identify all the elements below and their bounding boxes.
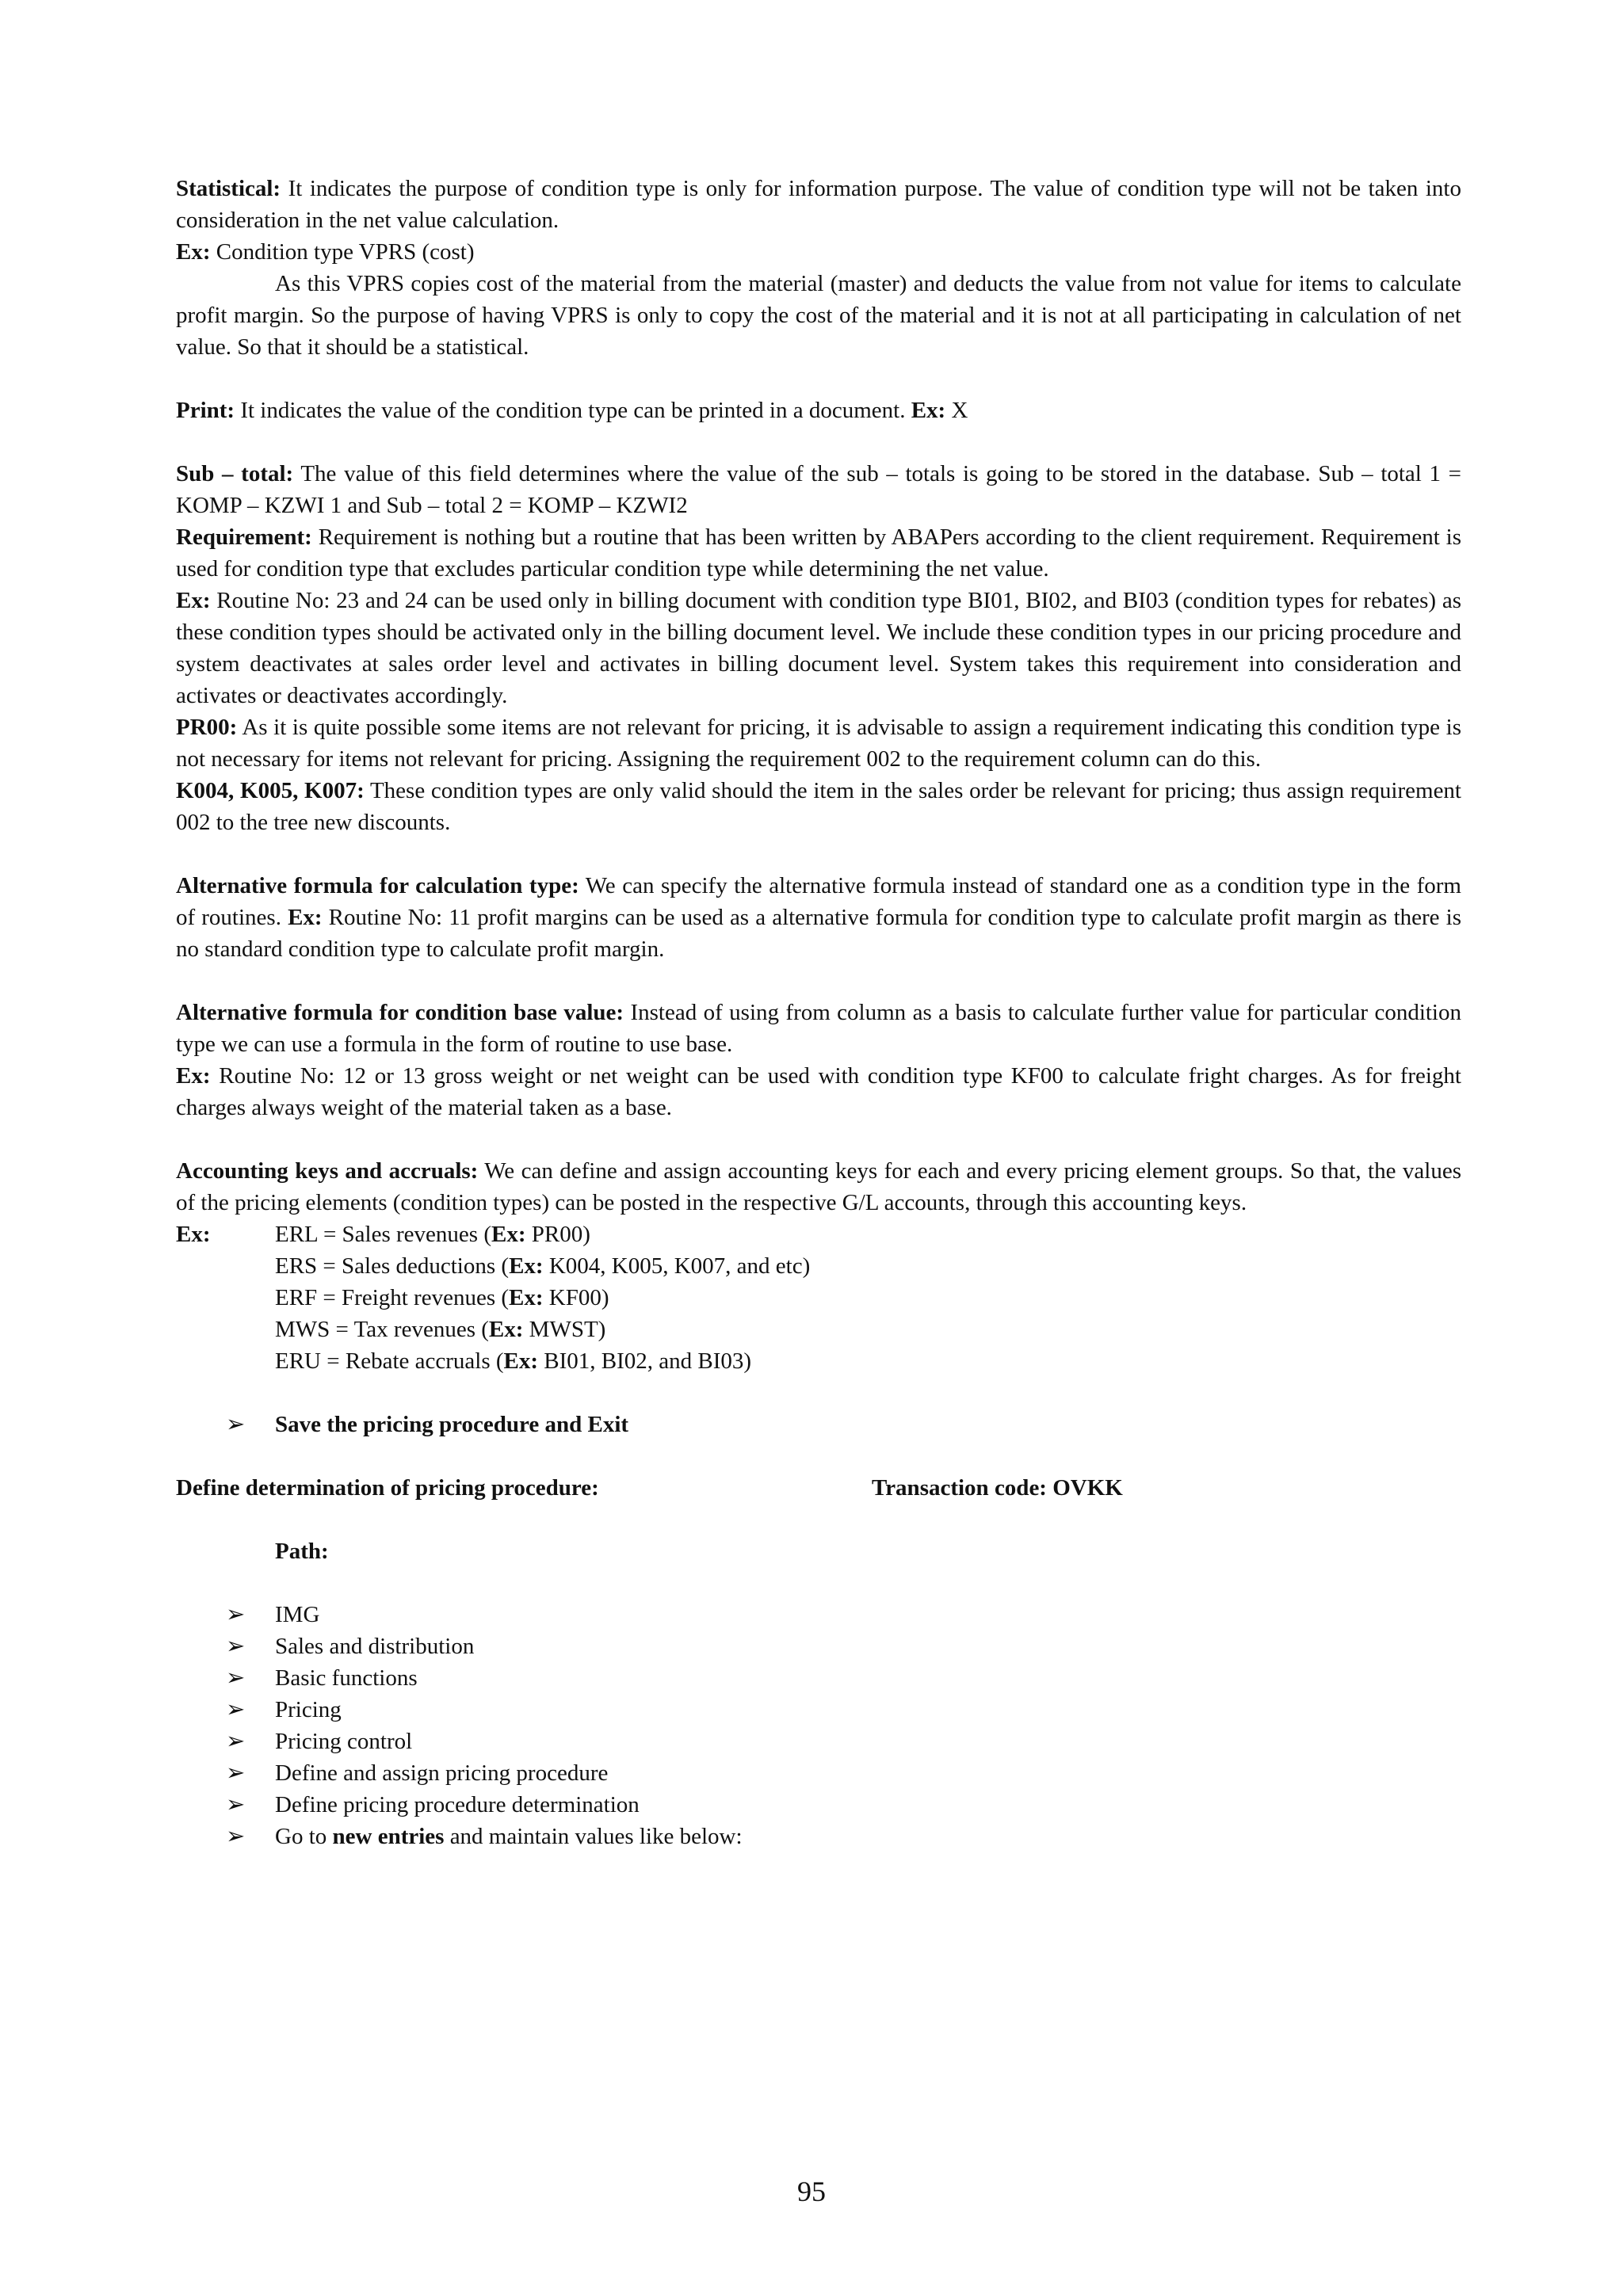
subtotal-paragraph <box>176 458 1461 521</box>
arrow-bullet-icon: ➢ <box>226 1824 246 1849</box>
arrow-bullet-icon: ➢ <box>226 1729 246 1754</box>
ex-label: Ex: <box>509 1285 544 1310</box>
ex-label: Ex: <box>176 1222 211 1247</box>
print-example-text: X <box>945 398 968 423</box>
document-page <box>176 173 1461 1852</box>
statistical-text: It indicates the purpose of condition type is only for information purpose. The value of condition type will not be taken into consideration in the net value calculation. <box>176 176 1461 233</box>
ex-label: Ex: <box>509 1253 544 1279</box>
arrow-bullet-icon: ➢ <box>226 1412 246 1437</box>
list-item <box>176 1662 1461 1694</box>
list-item <box>176 1599 1461 1630</box>
ex-label: Ex: <box>176 239 211 265</box>
path-step-text: and maintain values like below: <box>444 1824 743 1849</box>
alt-calc-text: We can specify the alternative formula instead of standard one as a condition type in the form of routines. <box>176 873 1461 930</box>
ex-label: Ex: <box>176 588 211 613</box>
path-step-text: Define pricing procedure determination <box>275 1792 640 1817</box>
accounting-keys-list <box>176 1219 1461 1377</box>
path-step-text: Define and assign pricing procedure <box>275 1760 609 1786</box>
discounts-paragraph <box>176 775 1461 838</box>
arrow-bullet-icon: ➢ <box>226 1760 246 1786</box>
list-item <box>275 1282 1461 1314</box>
path-label: Path: <box>275 1539 329 1564</box>
ex-label: Ex: <box>288 905 323 930</box>
accounting-key-example: K004, K005, K007, and etc) <box>543 1253 811 1279</box>
path-step-text: Pricing control <box>275 1729 413 1754</box>
discounts-label: K004, K005, K007: <box>176 778 365 803</box>
accounting-label: Accounting keys and accruals: <box>176 1158 479 1184</box>
page-number: 95 <box>797 2176 826 2207</box>
accounting-text: We can define and assign accounting keys for each and every pricing element groups. So that, the values of the pricing elements (condition types) can be posted in the respective G/L accounts, through this accounting keys. <box>176 1158 1461 1215</box>
save-step <box>176 1409 1461 1440</box>
list-item <box>275 1250 1461 1282</box>
ex-label: Ex: <box>503 1348 539 1374</box>
list-item <box>176 1630 1461 1662</box>
alt-calc-label: Alternative formula for calculation type: <box>176 873 579 898</box>
pr00-text: As it is quite possible some items are not relevant for pricing, it is advisable to assign a requirement indicating this condition type is not necessary for items not relevant for pricing. Assigning the requirement 002 to the requirement column can do this. <box>176 715 1461 772</box>
path-step-text: Go to <box>275 1824 333 1849</box>
alt-calc-paragraph <box>176 870 1461 965</box>
statistical-detail: As this VPRS copies cost of the material from the material (master) and deducts the value from not value for items to calculate profit margin. So the purpose of having VPRS is only to copy the cost of the material and it is not at all participating in calculation of net value. So that it should be a statistical. <box>176 271 1461 360</box>
statistical-example <box>176 236 1461 268</box>
accounting-key-text: ERL = Sales revenues ( <box>275 1222 491 1247</box>
alt-base-text: Instead of using from column as a basis to calculate further value for particular condition type we can use a formula in the form of routine to use base. <box>176 1000 1461 1057</box>
alt-base-example-text: Routine No: 12 or 13 gross weight or net weight can be used with condition type KF00 to calculate fright charges. As for freight charges always weight of the material taken as a base. <box>176 1063 1461 1120</box>
new-entries-text: new entries <box>332 1824 445 1849</box>
ex-label: Ex: <box>488 1317 524 1342</box>
subtotal-label: Sub – total: <box>176 461 294 486</box>
discounts-text: These condition types are only valid should the item in the sales order be relevant for pricing; thus assign requirement 002 to the tree new discounts. <box>176 778 1461 835</box>
ex-label: Ex: <box>911 398 946 423</box>
requirement-text: Requirement is nothing but a routine that has been written by ABAPers according to the client requirement. Requirement is used for condition type that excludes particular condition type while determining the net value. <box>176 524 1461 582</box>
alt-base-example <box>176 1060 1461 1123</box>
pr00-paragraph <box>176 711 1461 775</box>
arrow-bullet-icon: ➢ <box>226 1602 246 1627</box>
print-text: It indicates the value of the condition type can be printed in a document. <box>235 398 911 423</box>
transaction-code: Transaction code: OVKK <box>872 1475 1123 1501</box>
list-item <box>176 1694 1461 1726</box>
alt-base-label: Alternative formula for condition base value: <box>176 1000 624 1025</box>
pr00-label: PR00: <box>176 715 238 740</box>
accounting-key-text: ERF = Freight revenues ( <box>275 1285 510 1310</box>
arrow-bullet-icon: ➢ <box>226 1697 246 1722</box>
arrow-bullet-icon: ➢ <box>226 1792 246 1817</box>
path-step-text: Pricing <box>275 1697 342 1722</box>
print-label: Print: <box>176 398 235 423</box>
accounting-key-example: MWST) <box>523 1317 606 1342</box>
list-item <box>176 1726 1461 1757</box>
requirement-label: Requirement: <box>176 524 312 550</box>
path-step-text: IMG <box>275 1602 320 1627</box>
list-item <box>275 1219 1461 1250</box>
requirement-example-text: Routine No: 23 and 24 can be used only in billing document with condition type BI01, BI02, and BI03 (condition types for rebates) as these condition types should be activated only in the billing document level. We include these condition types in our pricing procedure and system deactivates at sales order level and activates in billing document level. System takes this requirement into consideration and activates or deactivates accordingly. <box>176 588 1461 708</box>
determination-heading-row <box>176 1472 1461 1504</box>
list-item <box>275 1345 1461 1377</box>
statistical-example-text: Condition type VPRS (cost) <box>210 239 475 265</box>
list-item <box>176 1821 1461 1852</box>
ex-label: Ex: <box>176 1063 211 1089</box>
list-item <box>275 1314 1461 1345</box>
statistical-paragraph <box>176 173 1461 236</box>
path-step-text: Basic functions <box>275 1665 418 1691</box>
accounting-key-text: ERS = Sales deductions ( <box>275 1253 510 1279</box>
accounting-key-text: MWS = Tax revenues ( <box>275 1317 489 1342</box>
accounting-key-example: PR00) <box>525 1222 590 1247</box>
accounting-paragraph <box>176 1155 1461 1219</box>
accounting-key-example: BI01, BI02, and BI03) <box>538 1348 752 1374</box>
ex-label: Ex: <box>491 1222 526 1247</box>
arrow-bullet-icon: ➢ <box>226 1665 246 1691</box>
requirement-example <box>176 585 1461 711</box>
subtotal-text: The value of this field determines where the value of the sub – totals is going to be stored in the database. Sub – total 1 = KOMP – KZWI 1 and Sub – total 2 = KOMP – KZWI2 <box>176 461 1462 518</box>
accounting-key-example: KF00) <box>543 1285 609 1310</box>
save-step-text: Save the pricing procedure and Exit <box>275 1412 629 1437</box>
list-item <box>176 1789 1461 1821</box>
requirement-paragraph <box>176 521 1461 585</box>
alt-calc-example-text: Routine No: 11 profit margins can be used as a alternative formula for condition type to calculate profit margin as there is no standard condition type to calculate profit margin. <box>176 905 1461 962</box>
statistical-label: Statistical: <box>176 176 281 201</box>
arrow-bullet-icon: ➢ <box>226 1634 246 1659</box>
path-step-text: Sales and distribution <box>275 1634 475 1659</box>
determination-heading: Define determination of pricing procedure: <box>176 1475 599 1501</box>
alt-base-paragraph <box>176 997 1461 1060</box>
print-paragraph <box>176 395 1461 426</box>
path-steps-list <box>176 1599 1461 1852</box>
list-item <box>176 1757 1461 1789</box>
accounting-key-text: ERU = Rebate accruals ( <box>275 1348 504 1374</box>
